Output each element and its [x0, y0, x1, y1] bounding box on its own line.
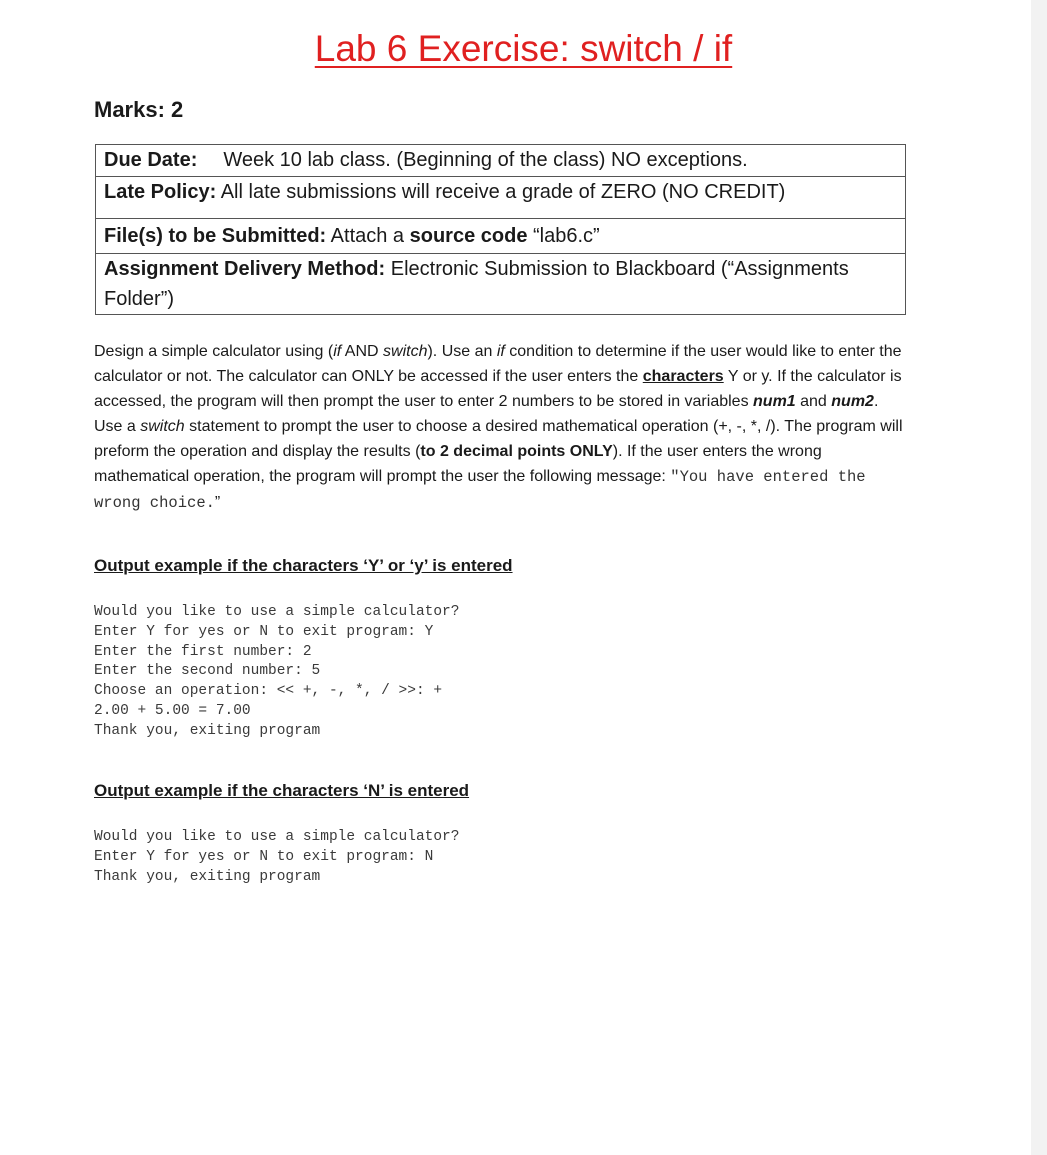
desc-num2: num2	[831, 393, 874, 410]
files-source-code: source code	[409, 225, 528, 247]
desc-error-message: "You have entered the wrong choice.	[94, 468, 866, 512]
marks-label: Marks: 2	[94, 97, 184, 122]
files-pre: Attach a	[330, 225, 405, 247]
desc-text: ). Use an	[427, 343, 497, 360]
desc-num1: num1	[753, 393, 796, 410]
due-date-value: Week 10 lab class. (Beginning of the class) NO exceptions.	[223, 149, 748, 171]
desc-text: and	[795, 393, 832, 410]
desc-text: condition to determine if the user would like to enter the calculator or not. The calculator can ONLY be accessed if the user enters the	[94, 343, 902, 385]
example-n-code: Would you like to use a simple calculator? Enter Y for yes or N to exit program: N Thank you, exiting program	[94, 829, 460, 885]
example-y-code: Would you like to use a simple calculator? Enter Y for yes or N to exit program: Y Enter the first number: 2 Enter the second number: 5 Choose an operation: << +, -, *, / >>: + 2.00 + 5.00 = 7.00 Thank you, exiting program	[94, 604, 460, 739]
desc-switch: switch	[140, 418, 185, 435]
desc-text: ). If the user enters the wrong mathematical operation, the program will prompt the user the following message:	[94, 443, 822, 485]
desc-if: if	[333, 343, 342, 360]
files-row	[96, 218, 905, 253]
desc-text: AND	[341, 343, 384, 360]
desc-text: Design a simple calculator using (	[94, 343, 334, 360]
desc-text: statement to prompt the user to choose a desired mathematical operation (+, -, *, /). The program will preform the operation and display the results (	[94, 418, 903, 460]
example-y-heading: Output example if the characters ‘Y’ or ‘y’ is entered	[94, 556, 513, 575]
due-date-row	[96, 145, 905, 176]
delivery-label: Assignment Delivery Method:	[104, 258, 386, 280]
desc-text: . Use a	[94, 393, 879, 435]
example-n-heading: Output example if the characters ‘N’ is entered	[94, 781, 470, 800]
late-policy-row	[96, 176, 905, 218]
delivery-row	[96, 253, 905, 314]
desc-text: ”	[214, 494, 221, 511]
files-label: File(s) to be Submitted:	[104, 225, 327, 247]
delivery-value: Electronic Submission to Blackboard (“Assignments Folder”)	[104, 258, 849, 310]
files-filename: “lab6.c”	[533, 225, 600, 247]
page-title: Lab 6 Exercise: switch / if	[314, 28, 733, 69]
desc-text: Y or y. If the calculator is accessed, the program will then prompt the user to enter 2 numbers to be stored in variables	[94, 368, 902, 410]
desc-switch: switch	[383, 343, 428, 360]
desc-decimal: to 2 decimal points ONLY	[420, 443, 613, 460]
description-paragraph	[94, 339, 909, 516]
scrollbar-track[interactable]	[1031, 0, 1047, 1155]
assignment-info-table	[95, 144, 906, 315]
due-date-label: Due Date:	[104, 149, 198, 171]
late-policy-value: All late submissions will receive a grade of ZERO (NO CREDIT)	[220, 181, 786, 203]
late-policy-label: Late Policy:	[104, 181, 217, 203]
desc-if: if	[496, 343, 505, 360]
desc-characters: characters	[642, 368, 724, 385]
